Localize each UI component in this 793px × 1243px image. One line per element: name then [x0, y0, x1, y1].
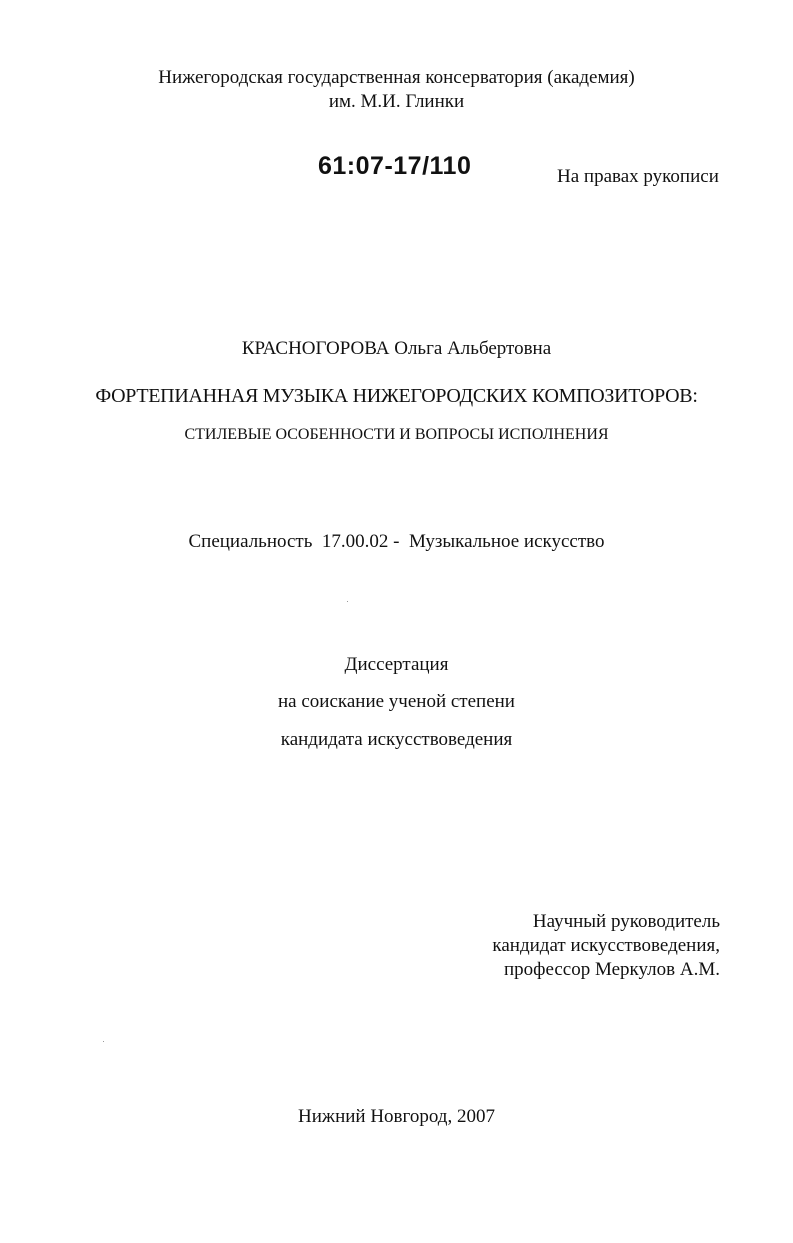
degree-line-3: кандидата искусствоведения [280, 729, 513, 750]
institution-name-line: им. М.И. Глинки [328, 91, 465, 112]
catalog-code: 61:07-17/110 [318, 152, 472, 180]
supervisor-line-2: кандидат искусствоведения, [492, 935, 720, 956]
scan-speck [347, 601, 348, 602]
place-and-year: Нижний Новгород, 2007 [298, 1106, 495, 1127]
supervisor-line-3: профессор Меркулов А.М. [503, 959, 720, 980]
dissertation-title: ФОРТЕПИАННАЯ МУЗЫКА НИЖЕГОРОДСКИХ КОМПОЗИТОРОВ: [95, 385, 698, 407]
author-name: КРАСНОГОРОВА Ольга Альбертовна [241, 338, 552, 359]
specialty-line: Специальность 17.00.02 - Музыкальное искусство [188, 531, 605, 552]
institution-line: Нижегородская государственная консерватория (академия) [158, 67, 635, 88]
degree-line-1: Диссертация [344, 654, 449, 675]
supervisor-line-1: Научный руководитель [532, 911, 720, 932]
scan-speck [103, 1041, 104, 1042]
rights-note: На правах рукописи [557, 166, 719, 187]
degree-line-2: на соискание ученой степени [278, 691, 515, 712]
dissertation-subtitle: СТИЛЕВЫЕ ОСОБЕННОСТИ И ВОПРОСЫ ИСПОЛНЕНИЯ [184, 426, 609, 443]
